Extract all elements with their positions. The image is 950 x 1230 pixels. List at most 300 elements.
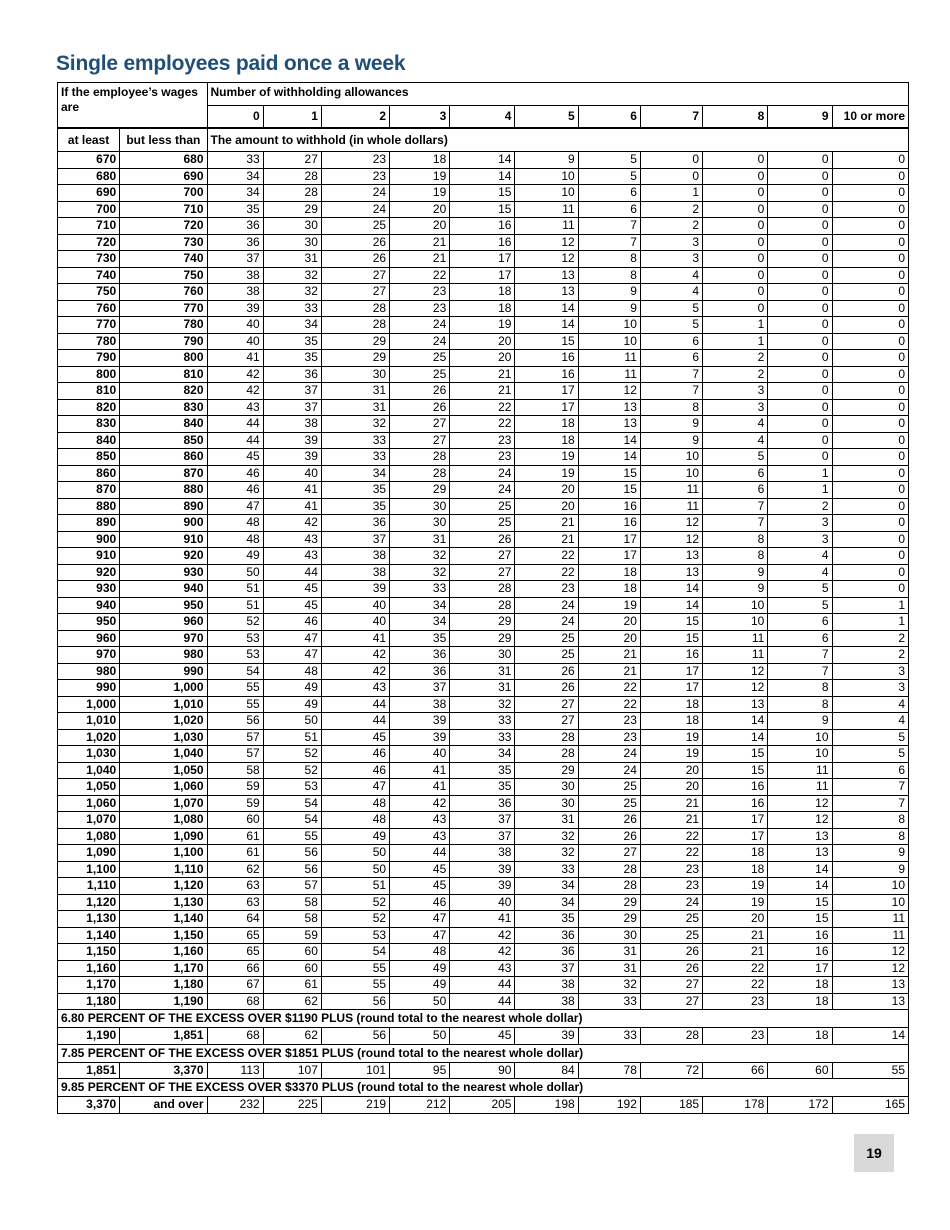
withhold-cell: 12 <box>832 944 909 961</box>
withhold-cell: 10 <box>768 746 832 763</box>
but-less-than-cell: 740 <box>120 251 207 268</box>
withhold-cell: 20 <box>640 762 702 779</box>
withhold-cell: 11 <box>640 498 702 515</box>
withhold-cell: 25 <box>515 647 578 664</box>
table-row <box>58 168 909 185</box>
at-least-cell: 900 <box>58 531 120 548</box>
withhold-cell: 0 <box>703 185 768 202</box>
at-least-cell: 680 <box>58 168 120 185</box>
withhold-cell: 25 <box>390 350 450 367</box>
but-less-than-cell: 930 <box>120 564 207 581</box>
withhold-cell: 12 <box>703 680 768 697</box>
withhold-cell: 25 <box>578 779 640 796</box>
withhold-cell: 0 <box>768 432 832 449</box>
at-least-cell: 1,190 <box>58 1028 120 1045</box>
withhold-cell: 50 <box>390 993 450 1010</box>
withhold-cell: 9 <box>832 845 909 862</box>
withhold-cell: 40 <box>390 746 450 763</box>
withhold-cell: 178 <box>703 1097 768 1114</box>
withhold-cell: 10 <box>768 729 832 746</box>
withhold-cell: 15 <box>703 746 768 763</box>
withhold-cell: 43 <box>263 531 321 548</box>
but-less-than-cell: 990 <box>120 663 207 680</box>
page-number: 19 <box>854 1134 894 1172</box>
table-body <box>58 152 909 1114</box>
table-row <box>58 399 909 416</box>
withhold-cell: 34 <box>515 894 578 911</box>
but-less-than-cell: 1,080 <box>120 812 207 829</box>
withhold-cell: 7 <box>703 498 768 515</box>
withhold-cell: 20 <box>578 614 640 631</box>
withhold-cell: 1 <box>768 465 832 482</box>
withhold-cell: 11 <box>578 350 640 367</box>
withhold-cell: 16 <box>578 515 640 532</box>
withhold-cell: 25 <box>450 498 515 515</box>
withhold-cell: 19 <box>640 729 702 746</box>
withhold-cell: 51 <box>263 729 321 746</box>
withhold-cell: 0 <box>832 449 909 466</box>
at-least-cell: 890 <box>58 515 120 532</box>
at-least-cell: 3,370 <box>58 1097 120 1114</box>
allowance-col-header: 5 <box>515 106 578 129</box>
withhold-cell: 26 <box>640 960 702 977</box>
but-less-than-cell: 790 <box>120 333 207 350</box>
table-row <box>58 762 909 779</box>
at-least-cell: 720 <box>58 234 120 251</box>
withhold-cell: 62 <box>263 993 321 1010</box>
withhold-cell: 0 <box>703 300 768 317</box>
withhold-cell: 32 <box>515 828 578 845</box>
but-less-than-cell: 1,100 <box>120 845 207 862</box>
withhold-cell: 35 <box>207 201 263 218</box>
withhold-cell: 101 <box>321 1062 389 1079</box>
at-least-cell: 1,851 <box>58 1062 120 1079</box>
withhold-cell: 18 <box>578 581 640 598</box>
withhold-cell: 39 <box>390 713 450 730</box>
allowance-col-header: 6 <box>578 106 640 129</box>
withhold-cell: 56 <box>263 845 321 862</box>
table-row <box>58 152 909 169</box>
table-row <box>58 564 909 581</box>
but-less-than-cell: 1,180 <box>120 977 207 994</box>
table-row <box>58 432 909 449</box>
but-less-than-cell: 800 <box>120 350 207 367</box>
withhold-cell: 8 <box>768 680 832 697</box>
withhold-cell: 3 <box>832 680 909 697</box>
withhold-cell: 16 <box>768 944 832 961</box>
withhold-cell: 34 <box>450 746 515 763</box>
but-less-than-cell: 1,070 <box>120 795 207 812</box>
but-less-than-cell: 1,030 <box>120 729 207 746</box>
withhold-cell: 9 <box>832 861 909 878</box>
but-less-than-cell: 970 <box>120 630 207 647</box>
at-least-cell: 1,140 <box>58 927 120 944</box>
withhold-cell: 0 <box>768 317 832 334</box>
withhold-cell: 1 <box>832 614 909 631</box>
withhold-cell: 0 <box>832 350 909 367</box>
withhold-cell: 49 <box>207 548 263 565</box>
withhold-cell: 20 <box>515 482 578 499</box>
withhold-cell: 29 <box>450 614 515 631</box>
withhold-cell: 31 <box>321 399 389 416</box>
withhold-cell: 44 <box>450 993 515 1010</box>
withhold-cell: 29 <box>321 350 389 367</box>
withhold-cell: 10 <box>515 168 578 185</box>
withhold-cell: 23 <box>390 284 450 301</box>
allowance-col-header: 7 <box>640 106 702 129</box>
withhold-cell: 21 <box>703 927 768 944</box>
withhold-cell: 51 <box>207 597 263 614</box>
withhold-cell: 36 <box>515 927 578 944</box>
withhold-cell: 27 <box>515 713 578 730</box>
withhold-cell: 29 <box>515 762 578 779</box>
withhold-cell: 15 <box>640 614 702 631</box>
withhold-cell: 29 <box>321 333 389 350</box>
withhold-cell: 55 <box>207 680 263 697</box>
withhold-cell: 21 <box>450 366 515 383</box>
withhold-cell: 0 <box>768 284 832 301</box>
withhold-cell: 24 <box>578 746 640 763</box>
withhold-cell: 18 <box>768 993 832 1010</box>
withhold-cell: 37 <box>263 399 321 416</box>
withhold-cell: 14 <box>515 317 578 334</box>
withhold-cell: 46 <box>207 465 263 482</box>
withhold-cell: 55 <box>832 1062 909 1079</box>
withhold-cell: 4 <box>640 284 702 301</box>
withhold-cell: 11 <box>832 911 909 928</box>
withhold-cell: 56 <box>321 993 389 1010</box>
withhold-cell: 28 <box>515 729 578 746</box>
withhold-cell: 0 <box>832 201 909 218</box>
withhold-cell: 27 <box>515 696 578 713</box>
withhold-cell: 36 <box>450 795 515 812</box>
table-row <box>58 416 909 433</box>
withhold-cell: 44 <box>390 845 450 862</box>
withhold-cell: 21 <box>578 647 640 664</box>
withhold-cell: 24 <box>515 597 578 614</box>
withhold-cell: 13 <box>515 267 578 284</box>
withhold-cell: 56 <box>207 713 263 730</box>
withhold-cell: 0 <box>832 300 909 317</box>
but-less-than-cell: 890 <box>120 498 207 515</box>
withhold-cell: 2 <box>640 218 702 235</box>
table-row <box>58 614 909 631</box>
withhold-cell: 0 <box>832 548 909 565</box>
withhold-cell: 31 <box>390 531 450 548</box>
withhold-cell: 47 <box>263 630 321 647</box>
table-row <box>58 630 909 647</box>
withhold-cell: 25 <box>578 795 640 812</box>
withhold-cell: 0 <box>768 399 832 416</box>
withhold-cell: 172 <box>768 1097 832 1114</box>
withhold-cell: 12 <box>832 960 909 977</box>
withhold-cell: 21 <box>640 795 702 812</box>
withhold-cell: 38 <box>263 416 321 433</box>
withhold-cell: 26 <box>578 828 640 845</box>
withhold-cell: 38 <box>390 696 450 713</box>
withhold-cell: 51 <box>207 581 263 598</box>
withhold-cell: 20 <box>390 218 450 235</box>
table-row <box>58 251 909 268</box>
withhold-cell: 47 <box>390 927 450 944</box>
withhold-cell: 17 <box>703 812 768 829</box>
table-row <box>58 878 909 895</box>
withhold-cell: 13 <box>640 548 702 565</box>
withhold-cell: 19 <box>578 597 640 614</box>
withhold-cell: 62 <box>207 861 263 878</box>
but-less-than-cell: 3,370 <box>120 1062 207 1079</box>
withhold-cell: 28 <box>390 465 450 482</box>
withhold-cell: 14 <box>450 152 515 169</box>
allowance-col-header: 8 <box>703 106 768 129</box>
withhold-cell: 5 <box>832 746 909 763</box>
withhold-cell: 44 <box>321 696 389 713</box>
withhold-cell: 9 <box>768 713 832 730</box>
withhold-cell: 7 <box>640 366 702 383</box>
withhold-cell: 90 <box>450 1062 515 1079</box>
withhold-cell: 8 <box>578 267 640 284</box>
allowance-col-header: 1 <box>263 106 321 129</box>
withhold-cell: 19 <box>515 465 578 482</box>
withhold-cell: 8 <box>768 696 832 713</box>
withhold-cell: 60 <box>263 960 321 977</box>
withhold-cell: 38 <box>515 977 578 994</box>
but-less-than-cell: 1,050 <box>120 762 207 779</box>
withhold-cell: 0 <box>768 185 832 202</box>
withhold-cell: 31 <box>578 944 640 961</box>
withhold-cell: 18 <box>768 977 832 994</box>
withhold-cell: 33 <box>390 581 450 598</box>
withhold-cell: 12 <box>578 383 640 400</box>
withhold-cell: 41 <box>263 482 321 499</box>
withhold-cell: 47 <box>263 647 321 664</box>
withhold-cell: 37 <box>321 531 389 548</box>
withhold-cell: 25 <box>390 366 450 383</box>
at-least-cell: 730 <box>58 251 120 268</box>
withhold-cell: 31 <box>321 383 389 400</box>
withhold-cell: 22 <box>390 267 450 284</box>
table-row <box>58 861 909 878</box>
table-row <box>58 366 909 383</box>
at-least-cell: 780 <box>58 333 120 350</box>
withhold-cell: 17 <box>768 960 832 977</box>
withhold-cell: 45 <box>450 1028 515 1045</box>
withhold-cell: 0 <box>832 218 909 235</box>
at-least-cell: 1,060 <box>58 795 120 812</box>
withhold-cell: 34 <box>390 597 450 614</box>
withhold-cell: 15 <box>578 465 640 482</box>
withhold-cell: 35 <box>263 333 321 350</box>
withhold-cell: 9 <box>640 416 702 433</box>
at-least-header: at least <box>58 128 120 152</box>
withhold-cell: 36 <box>390 663 450 680</box>
withhold-cell: 25 <box>640 911 702 928</box>
at-least-cell: 810 <box>58 383 120 400</box>
but-less-than-cell: 720 <box>120 218 207 235</box>
but-less-than-cell: 860 <box>120 449 207 466</box>
withhold-cell: 40 <box>321 614 389 631</box>
withhold-cell: 18 <box>640 696 702 713</box>
withhold-cell: 31 <box>515 812 578 829</box>
table-row <box>58 465 909 482</box>
withhold-cell: 39 <box>390 729 450 746</box>
table-row <box>58 515 909 532</box>
withhold-cell: 16 <box>578 498 640 515</box>
withhold-cell: 9 <box>578 300 640 317</box>
withhold-cell: 0 <box>832 482 909 499</box>
withhold-cell: 34 <box>263 317 321 334</box>
but-less-than-cell: 920 <box>120 548 207 565</box>
withhold-cell: 47 <box>390 911 450 928</box>
withhold-cell: 10 <box>640 449 702 466</box>
withhold-cell: 107 <box>263 1062 321 1079</box>
withhold-cell: 41 <box>450 911 515 928</box>
withhold-cell: 21 <box>390 234 450 251</box>
withhold-cell: 22 <box>640 828 702 845</box>
withhold-cell: 4 <box>768 548 832 565</box>
withhold-cell: 39 <box>263 449 321 466</box>
withhold-cell: 9 <box>640 432 702 449</box>
table-row <box>58 531 909 548</box>
withhold-cell: 16 <box>703 795 768 812</box>
table-row <box>58 795 909 812</box>
but-less-than-cell: 1,160 <box>120 944 207 961</box>
withhold-cell: 205 <box>450 1097 515 1114</box>
withhold-cell: 11 <box>515 218 578 235</box>
withhold-cell: 48 <box>207 515 263 532</box>
table-row <box>58 267 909 284</box>
withhold-cell: 8 <box>640 399 702 416</box>
withhold-cell: 17 <box>450 267 515 284</box>
withhold-cell: 18 <box>703 845 768 862</box>
withhold-cell: 41 <box>263 498 321 515</box>
withhold-cell: 14 <box>578 449 640 466</box>
withhold-cell: 23 <box>703 1028 768 1045</box>
withhold-cell: 21 <box>390 251 450 268</box>
withhold-cell: 113 <box>207 1062 263 1079</box>
withhold-cell: 28 <box>263 185 321 202</box>
wages-header: If the employee’s wages are <box>58 83 208 129</box>
withhold-cell: 30 <box>390 515 450 532</box>
withhold-cell: 62 <box>263 1028 321 1045</box>
table-row <box>58 894 909 911</box>
but-less-than-cell: 830 <box>120 399 207 416</box>
withhold-cell: 2 <box>640 201 702 218</box>
withhold-cell: 26 <box>390 383 450 400</box>
withhold-cell: 4 <box>640 267 702 284</box>
withhold-cell: 6 <box>578 201 640 218</box>
withhold-cell: 7 <box>832 795 909 812</box>
but-less-than-cell: 1,140 <box>120 911 207 928</box>
withhold-cell: 23 <box>578 713 640 730</box>
withhold-cell: 40 <box>450 894 515 911</box>
withhold-cell: 48 <box>263 663 321 680</box>
allowance-col-header: 4 <box>450 106 515 129</box>
withhold-cell: 36 <box>515 944 578 961</box>
table-row <box>58 218 909 235</box>
but-less-than-cell: 820 <box>120 383 207 400</box>
withhold-cell: 30 <box>450 647 515 664</box>
withhold-cell: 55 <box>207 696 263 713</box>
table-row <box>58 960 909 977</box>
table-row <box>58 812 909 829</box>
withhold-cell: 0 <box>768 366 832 383</box>
withhold-cell: 11 <box>768 779 832 796</box>
withhold-cell: 45 <box>390 878 450 895</box>
withhold-cell: 19 <box>703 878 768 895</box>
withhold-cell: 54 <box>207 663 263 680</box>
withhold-cell: 37 <box>450 812 515 829</box>
but-less-than-cell: 710 <box>120 201 207 218</box>
withhold-cell: 49 <box>263 680 321 697</box>
withhold-cell: 17 <box>450 251 515 268</box>
withhold-cell: 44 <box>207 416 263 433</box>
withhold-cell: 14 <box>578 432 640 449</box>
withhold-cell: 30 <box>578 927 640 944</box>
withhold-cell: 65 <box>207 944 263 961</box>
at-least-cell: 990 <box>58 680 120 697</box>
withhold-cell: 25 <box>515 630 578 647</box>
withhold-cell: 27 <box>640 977 702 994</box>
withhold-cell: 15 <box>640 630 702 647</box>
withhold-cell: 26 <box>515 663 578 680</box>
withhold-cell: 61 <box>263 977 321 994</box>
withhold-cell: 48 <box>390 944 450 961</box>
allowance-col-header: 0 <box>207 106 263 129</box>
withhold-cell: 60 <box>768 1062 832 1079</box>
withhold-cell: 16 <box>515 350 578 367</box>
withhold-cell: 5 <box>640 300 702 317</box>
withhold-cell: 24 <box>390 317 450 334</box>
at-least-cell: 700 <box>58 201 120 218</box>
but-less-than-cell: 1,060 <box>120 779 207 796</box>
withhold-cell: 27 <box>321 267 389 284</box>
but-less-than-cell: 950 <box>120 597 207 614</box>
withhold-cell: 64 <box>207 911 263 928</box>
withhold-cell: 0 <box>703 218 768 235</box>
withhold-cell: 16 <box>768 927 832 944</box>
at-least-cell: 1,170 <box>58 977 120 994</box>
table-row <box>58 548 909 565</box>
table-row <box>58 680 909 697</box>
withhold-cell: 0 <box>703 284 768 301</box>
table-row <box>58 944 909 961</box>
bracket-note: 7.85 PERCENT OF THE EXCESS OVER $1851 PLUS (round total to the nearest whole dollar) <box>58 1044 909 1062</box>
table-row <box>58 647 909 664</box>
withhold-cell: 27 <box>640 993 702 1010</box>
but-less-than-cell: 1,020 <box>120 713 207 730</box>
table-row <box>58 845 909 862</box>
withhold-cell: 10 <box>640 465 702 482</box>
withhold-cell: 84 <box>515 1062 578 1079</box>
withhold-cell: 17 <box>703 828 768 845</box>
table-row <box>58 993 909 1010</box>
withhold-cell: 21 <box>640 812 702 829</box>
withhold-cell: 22 <box>578 680 640 697</box>
withhold-cell: 28 <box>578 861 640 878</box>
withhold-cell: 14 <box>515 300 578 317</box>
withhold-cell: 4 <box>703 432 768 449</box>
withhold-cell: 3 <box>703 399 768 416</box>
withhold-cell: 5 <box>768 581 832 598</box>
withhold-cell: 35 <box>450 779 515 796</box>
table-row <box>58 498 909 515</box>
withhold-cell: 28 <box>263 168 321 185</box>
withhold-cell: 0 <box>768 383 832 400</box>
table-row <box>58 597 909 614</box>
at-least-cell: 980 <box>58 663 120 680</box>
withhold-cell: 60 <box>207 812 263 829</box>
